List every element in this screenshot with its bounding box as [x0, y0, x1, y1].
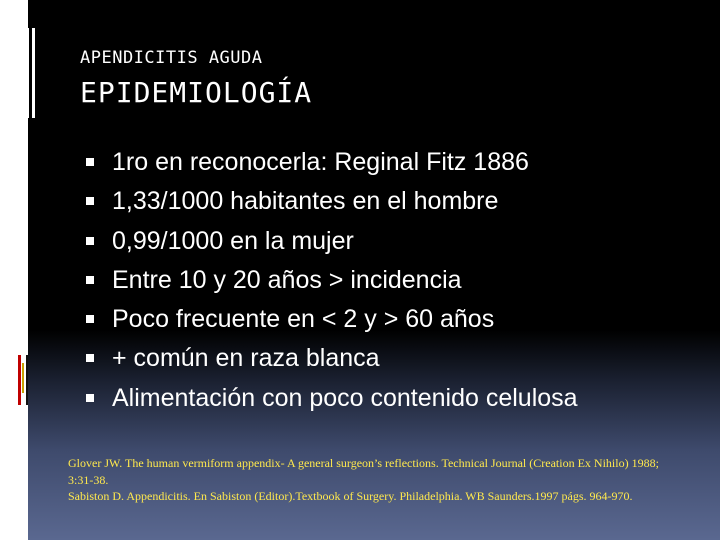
slide-title: EPIDEMIOLOGÍA	[80, 76, 313, 109]
square-bullet-icon	[86, 197, 94, 205]
bullet-item	[84, 223, 578, 262]
reference-item: Sabiston D. Appendicitis. En Sabiston (Editor).Textbook of Surgery. Philadelphia. WB Saunders.1997 págs. 964-970.	[68, 489, 633, 503]
bullet-item	[84, 262, 578, 301]
bullet-text: + común en raza blanca	[112, 344, 380, 373]
bullet-text: Entre 10 y 20 años > incidencia	[112, 265, 462, 294]
square-bullet-icon	[86, 276, 94, 284]
square-bullet-icon	[86, 354, 94, 362]
square-bullet-icon	[86, 394, 94, 402]
bullet-text: Poco frecuente en < 2 y > 60 años	[112, 305, 495, 334]
bullet-text: 1,33/1000 habitantes en el hombre	[112, 187, 499, 216]
bullet-item	[84, 340, 578, 379]
bullet-item	[84, 380, 578, 419]
bullet-text: Alimentación con poco contenido celulosa	[112, 383, 578, 412]
square-bullet-icon	[86, 237, 94, 245]
square-bullet-icon	[86, 158, 94, 166]
bullet-item	[84, 301, 578, 340]
bullet-item	[84, 183, 578, 222]
references	[68, 455, 668, 505]
slide-subtitle: APENDICITIS AGUDA	[80, 48, 263, 68]
bullet-text: 1ro en reconocerla: Reginal Fitz 1886	[112, 148, 529, 176]
bullet-text: 0,99/1000 en la mujer	[112, 226, 354, 255]
square-bullet-icon	[86, 315, 94, 323]
bullet-list	[84, 144, 578, 419]
bullet-item	[84, 144, 578, 183]
reference-item: Glover JW. The human vermiform appendix- A general surgeon’s reflections. Technical Journal (Creation Ex Nihilo) 1988; 3:31-38.	[68, 456, 659, 487]
